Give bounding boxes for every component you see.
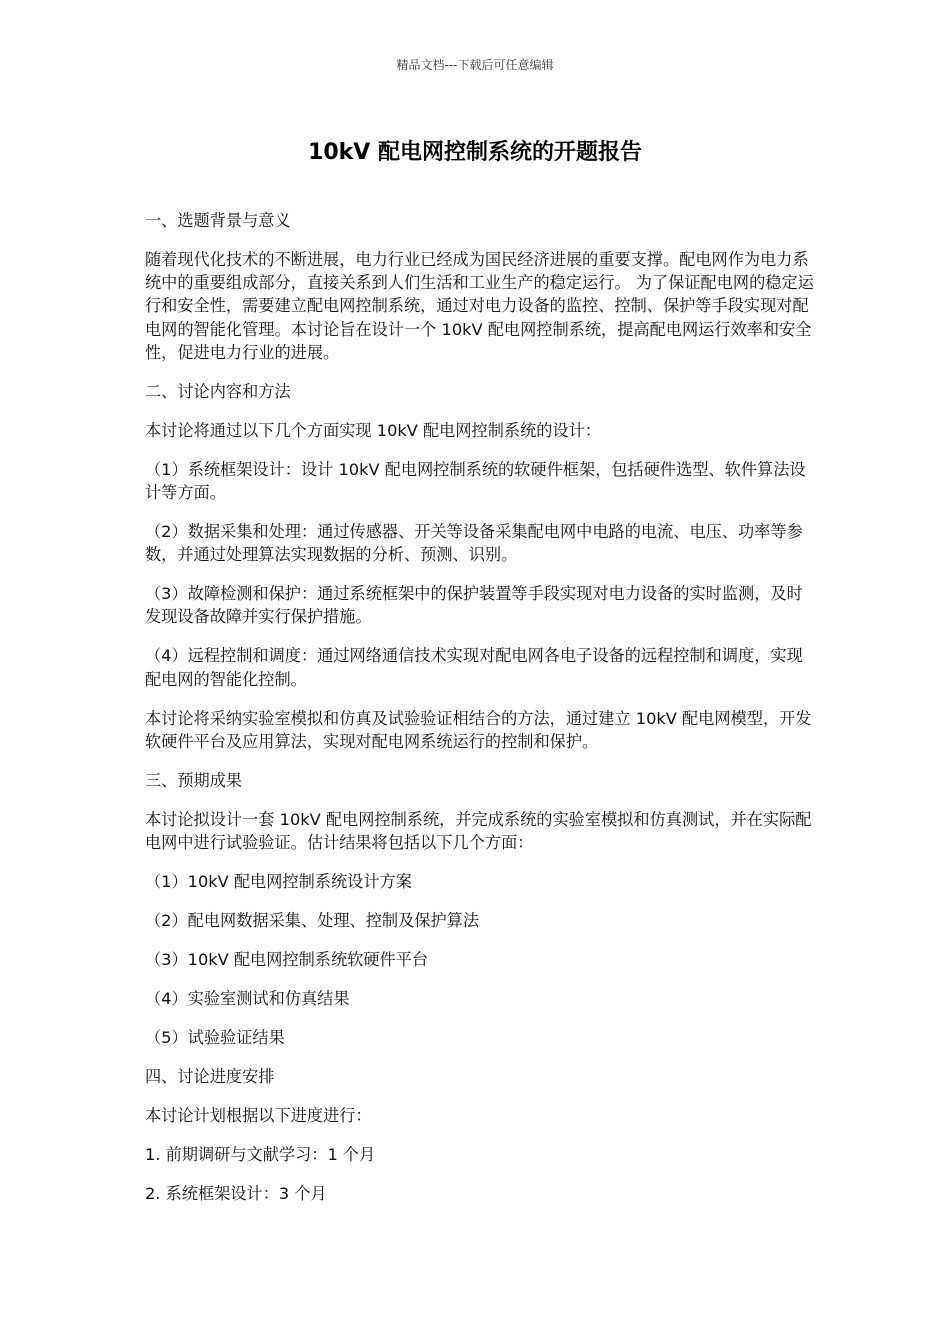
paragraph-methods-approach: 本讨论将采纳实验室模拟和仿真及试验验证相结合的方法，通过建立 10kV 配电网模型，开发软硬件平台及应用算法，实现对配电网系统运行的控制和保护。	[145, 708, 812, 751]
page-header: 精品文档---下载后可任意编辑	[396, 58, 554, 72]
paragraph-background: 随着现代化技术的不断进展，电力行业已经成为国民经济进展的重要支撑。配电网作为电力系统中的重要组成部分，直接关系到人们生活和工业生产的稳定运行。 为了保证配电网的稳定运行和安全性，需要建立配电网控制系统，通过对电力设备的监控、控制、保护等手段实现对配电网的智能化管理。本讨论旨在设计一个 10kV 配电网控制系统，提高配电网运行效率和安全性，促进电力行业的进展。	[145, 250, 814, 362]
list-item-field-results: （5）试验验证结果	[145, 1028, 285, 1048]
document-title: 10kV 配电网控制系统的开题报告	[308, 140, 642, 165]
list-item-algorithms: （2）配电网数据采集、处理、控制及保护算法	[145, 911, 480, 931]
schedule-item-framework: 2. 系统框架设计：3 个月	[145, 1184, 327, 1204]
section-heading-expected-results: 三、预期成果	[145, 770, 243, 790]
section-heading-schedule: 四、讨论进度安排	[145, 1067, 275, 1087]
paragraph-expected-results: 本讨论拟设计一套 10kV 配电网控制系统，并完成系统的实验室模拟和仿真测试，并在实际配电网中进行试验验证。估计结果将包括以下几个方面：	[145, 809, 812, 853]
list-item-data-acquisition: （2）数据采集和处理：通过传感器、开关等设备采集配电网中电路的电流、电压、功率等参数，并通过处理算法实现数据的分析、预测、识别。	[145, 522, 803, 565]
list-item-remote-control: （4）远程控制和调度：通过网络通信技术实现对配电网各电子设备的远程控制和调度，实现配电网的智能化控制。	[145, 646, 803, 689]
list-item-platform: （3）10kV 配电网控制系统软硬件平台	[145, 950, 429, 970]
list-item-design-scheme: （1）10kV 配电网控制系统设计方案	[145, 872, 412, 892]
paragraph-methods-intro: 本讨论将通过以下几个方面实现 10kV 配电网控制系统的设计：	[145, 420, 602, 440]
list-item-framework-design: （1）系统框架设计：设计 10kV 配电网控制系统的软硬件框架，包括硬件选型、软件算法设计等方面。	[145, 459, 806, 503]
list-item-lab-results: （4）实验室测试和仿真结果	[145, 989, 350, 1009]
document-body	[145, 209, 815, 1221]
section-heading-background: 一、选题背景与意义	[145, 211, 291, 230]
list-item-fault-detection: （3）故障检测和保护：通过系统框架中的保护装置等手段实现对电力设备的实时监测，及时发现设备故障并实行保护措施。	[145, 584, 803, 627]
schedule-item-research: 1. 前期调研与文献学习：1 个月	[145, 1145, 376, 1165]
paragraph-schedule-intro: 本讨论计划根据以下进度进行：	[145, 1106, 372, 1126]
section-heading-content-methods: 二、讨论内容和方法	[145, 381, 291, 401]
